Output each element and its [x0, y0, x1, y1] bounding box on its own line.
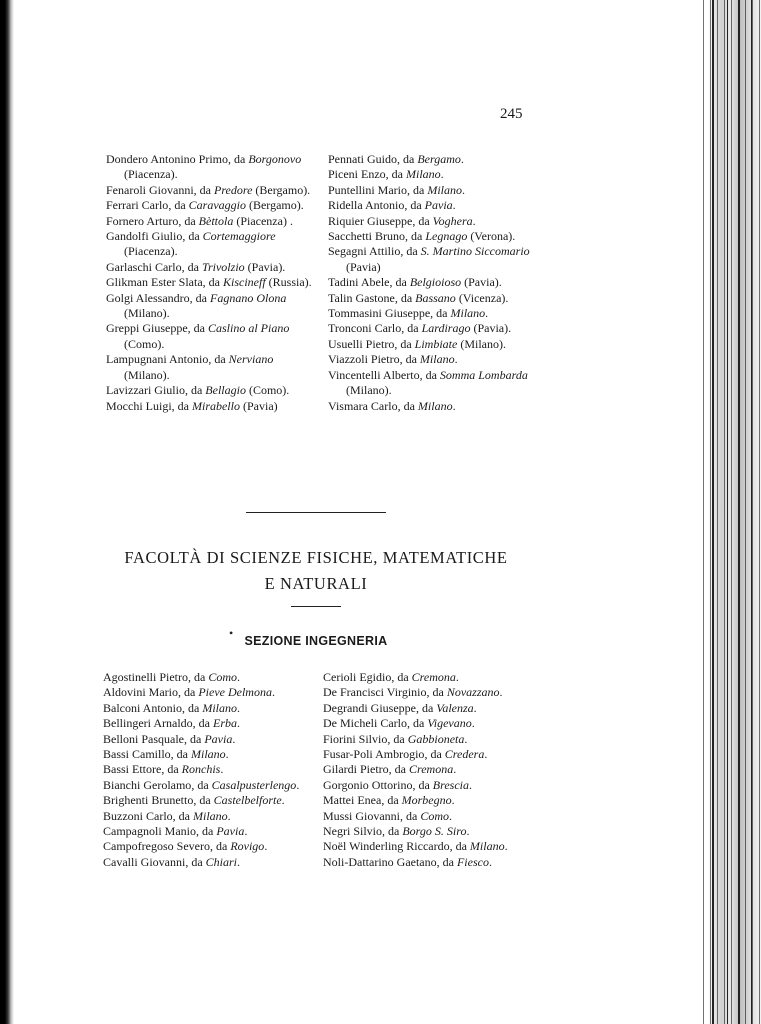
entry-name: De Francisci Virginio [323, 685, 427, 700]
entry-note: (Milano). [346, 383, 392, 398]
list-entry: Viazzoli Pietro, da Milano. [328, 352, 458, 367]
entry-connector: da [436, 306, 448, 321]
entry-connector: da [184, 685, 196, 700]
entry-note: . [484, 747, 488, 762]
entry-connector: da [397, 670, 409, 684]
list-entry: Lavizzari Giulio, da Bellagio (Como). [106, 383, 290, 398]
entry-name: Fiorini Silvio [323, 731, 388, 746]
entry-place: Cremona [411, 670, 456, 684]
entry-note: (Bergamo). [248, 198, 304, 213]
list-entry: Fenaroli Giovanni, da Predore (Bergamo). [106, 182, 311, 197]
list-entry: Tadini Abele, da Belgioioso (Pavia). [328, 275, 502, 290]
list-entry: Brighenti Brunetto, da Castelbelforte. [103, 793, 285, 808]
list-entry: Greppi Giuseppe, da Caslino al Piano (Como). [106, 321, 290, 351]
entry-place: Valenza [436, 700, 474, 715]
entry-connector: da [403, 152, 415, 166]
entry-note: . [225, 747, 229, 762]
list-entry: Fusar-Poli Ambrogio, da Credera. [323, 747, 488, 762]
entry-connector: da [388, 824, 400, 839]
entry-name: Brighenti Brunetto [103, 793, 194, 808]
list-entry: Dondero Antonino Primo, da Borgonovo (Piacenza). [106, 152, 302, 182]
entry-name: Belloni Pasquale [103, 731, 184, 746]
page-number: 245 [500, 106, 523, 122]
entry-name: Lavizzari Giulio [106, 383, 185, 398]
faculty-title [100, 545, 532, 597]
entry-place: Kiscineff [222, 275, 266, 290]
entry-name: Campofregoso Severo [103, 839, 210, 854]
entry-place: Caravaggio [188, 198, 246, 213]
entry-connector: da [406, 808, 418, 823]
entry-place: Caslino al Piano [207, 321, 290, 336]
entry-connector: da [432, 685, 444, 700]
entry-place: Chiari [205, 854, 237, 869]
entry-note: (Como). [124, 336, 165, 351]
entry-note: (Russia). [268, 275, 312, 290]
entry-connector: da [410, 229, 423, 244]
entry-connector: da [188, 700, 200, 715]
list-entry: Segagni Attilio, da S. Martino Siccomario (Pavia) [328, 244, 530, 274]
scan-left-edge [0, 0, 14, 1024]
entry-connector: da [177, 398, 189, 413]
entry-place: Pavia [424, 198, 453, 213]
entry-name: Tadini Abele [328, 275, 390, 290]
entry-place: Mirabello [191, 398, 240, 413]
entry-name: Negri Silvio [323, 824, 382, 839]
entry-connector: da [400, 290, 413, 305]
entry-name: Cerioli Egidio [323, 670, 392, 684]
upper-list-right [328, 152, 538, 414]
entry-place: S. Martino Siccomario [420, 244, 530, 259]
entry-name: Mattei Enea [323, 793, 382, 808]
entry-connector: da [178, 808, 190, 823]
list-entry: Vismara Carlo, da Milano. [328, 398, 456, 413]
entry-place: Milano [450, 306, 486, 321]
entry-note: (Como). [248, 383, 290, 398]
entry-note: . [472, 213, 476, 228]
entry-place: Pavia [204, 731, 233, 746]
list-entry: Lampugnani Antonio, da Nerviano (Milano). [106, 352, 274, 382]
entry-name: Fornero Arturo [106, 213, 179, 228]
list-entry: De Micheli Carlo, da Vigevano. [323, 716, 475, 731]
list-entry: Usuelli Pietro, da Limbiate (Milano). [328, 336, 506, 351]
entry-connector: da [176, 747, 188, 762]
list-entry: Fornero Arturo, da Bèttola (Piacenza) . [106, 213, 293, 228]
entry-note: . [227, 808, 231, 823]
list-entry: Puntellini Mario, da Milano. [328, 182, 465, 197]
list-entry: Gorgonio Ottorino, da Brescia. [323, 777, 472, 792]
upper-list-left [106, 152, 312, 414]
entry-note: (Pavia). [247, 259, 286, 274]
entry-place: Trivolzio [201, 259, 245, 274]
list-entry: Ferrari Carlo, da Caravaggio (Bergamo). [106, 198, 304, 213]
entry-connector: da [195, 290, 207, 305]
entry-note: (Verona). [470, 229, 516, 244]
list-entry: Agostinelli Pietro, da Como. [103, 670, 240, 684]
entry-name: Piceni Enzo [328, 167, 386, 182]
entry-name: Mocchi Luigi [106, 398, 172, 413]
ink-speck: • [229, 626, 234, 640]
entry-place: Borgo S. Siro [402, 824, 467, 839]
entry-place: Milano [419, 352, 455, 367]
list-entry: Negri Silvio, da Borgo S. Siro. [323, 824, 470, 839]
entry-place: Milano [427, 182, 462, 197]
entry-name: Greppi Giuseppe [106, 321, 188, 336]
entry-place: Lardirago [421, 321, 471, 336]
entry-name: Pennati Guido [328, 152, 397, 166]
entry-note: . [452, 198, 456, 213]
entry-place: Limbiate [414, 336, 458, 351]
entry-place: Castelbelforte [213, 793, 282, 808]
entry-connector: da [393, 731, 405, 746]
entry-connector: da [403, 398, 415, 413]
entry-note: (Vicenza). [458, 290, 509, 305]
list-entry: Mussi Giovanni, da Como. [323, 808, 453, 823]
entry-place: Como [208, 670, 237, 684]
entry-note: . [466, 824, 470, 839]
entry-place: Cremona [408, 762, 454, 777]
entry-connector: da [167, 762, 179, 777]
entry-note: (Pavia). [464, 275, 502, 290]
list-entry: Tronconi Carlo, da Lardirago (Pavia). [328, 321, 512, 336]
entry-name: Tronconi Carlo [328, 321, 402, 336]
entry-name: Agostinelli Pietro [103, 670, 188, 684]
entry-connector: da [234, 152, 246, 166]
entry-note: . [452, 398, 456, 413]
list-entry: Talin Gastone, da Bassano (Vicenza). [328, 290, 509, 305]
list-entry: Tommasini Giuseppe, da Milano. [328, 306, 489, 321]
entry-note: . [504, 839, 508, 854]
entry-name: Ridella Antonio [328, 198, 405, 213]
entry-place: Milano [469, 839, 505, 854]
list-entry: Cavalli Giovanni, da Chiari. [103, 854, 240, 869]
list-entry: Noli-Dattarino Gaetano, da Fiesco. [323, 854, 492, 869]
entry-connector: da [425, 367, 437, 382]
entry-name: Noël Winderling Riccardo [323, 839, 450, 854]
entry-connector: da [418, 777, 430, 792]
lower-list-left [103, 670, 305, 870]
entry-place: Nerviano [228, 352, 274, 367]
entry-place: Rovigo [230, 839, 265, 854]
entry-name: De Micheli Carlo [323, 716, 407, 731]
entry-place: Bergamo [417, 152, 461, 166]
entry-connector: da [412, 716, 425, 731]
entry-note: . [271, 685, 275, 700]
entry-note: . [473, 700, 477, 715]
entry-note: . [232, 731, 236, 746]
entry-name: Bassi Camillo [103, 747, 171, 762]
entry-name: Ferrari Carlo [106, 198, 169, 213]
entry-place: Milano [192, 808, 228, 823]
entry-connector: da [394, 762, 406, 777]
entry-name: Gilardi Pietro [323, 762, 389, 777]
entry-connector: da [202, 824, 214, 839]
entry-note: . [281, 793, 285, 808]
entry-name: Lampugnani Antonio [106, 352, 209, 367]
entry-note: (Pavia) [346, 259, 381, 274]
entry-connector: da [387, 793, 399, 808]
list-entry: Bassi Camillo, da Milano. [103, 747, 229, 762]
entry-connector: da [407, 321, 419, 336]
entry-note: . [220, 762, 224, 777]
entry-place: Milano [405, 167, 441, 182]
entry-name: Buzzoni Carlo [103, 808, 173, 823]
list-entry: Pennati Guido, da Bergamo. [328, 152, 464, 166]
list-entry: Fiorini Silvio, da Gabbioneta. [323, 731, 468, 746]
entry-connector: da [187, 259, 199, 274]
entry-place: Bèttola [198, 213, 234, 228]
entry-note: (Pavia) [242, 398, 278, 413]
faculty-title-line-2: E NATURALI [264, 574, 368, 593]
entry-note: (Bergamo). [255, 182, 311, 197]
entry-connector: da [198, 716, 210, 731]
entry-note: . [237, 854, 240, 869]
entry-name: Bellingeri Arnaldo [103, 716, 193, 731]
list-entry: Mocchi Luigi, da Mirabello (Pavia) [106, 398, 278, 413]
entry-note: . [462, 182, 465, 197]
list-entry: Cerioli Egidio, da Cremona. [323, 670, 459, 684]
entry-note: (Milano). [124, 367, 170, 382]
entry-connector: da [214, 352, 226, 367]
entry-place: Cortemaggiore [202, 229, 276, 244]
entry-connector: da [455, 839, 467, 854]
section-title: SEZIONE INGEGNERIA [244, 634, 388, 648]
entry-name: Viazzoli Pietro [328, 352, 400, 367]
entry-note: . [485, 306, 489, 321]
list-entry: Garlaschi Carlo, da Trivolzio (Pavia). [106, 259, 286, 274]
entry-note: . [237, 700, 240, 715]
entry-note: (Piacenza). [124, 167, 178, 182]
divider-rule [246, 512, 386, 513]
list-entry: Noël Winderling Riccardo, da Milano. [323, 839, 508, 854]
entry-name: Usuelli Pietro [328, 336, 395, 351]
entry-name: Vismara Carlo [328, 398, 398, 413]
entry-connector: da [208, 275, 220, 290]
entry-name: Aldovini Mario [103, 685, 178, 700]
entry-place: Vigevano [427, 716, 472, 731]
list-entry: Balconi Antonio, da Milano. [103, 700, 240, 715]
entry-name: Glikman Ester Slata [106, 275, 203, 290]
entry-connector: da [199, 793, 211, 808]
entry-note: (Piacenza). [124, 244, 178, 259]
entry-place: Ronchis [181, 762, 221, 777]
entry-connector: da [197, 777, 209, 792]
entry-note: . [488, 854, 492, 869]
list-entry: Mattei Enea, da Morbegno. [323, 793, 455, 808]
entry-note: . [264, 839, 268, 854]
list-entry: De Francisci Virginio, da Novazzano. [323, 685, 503, 700]
entry-connector: da [188, 229, 200, 244]
list-entry: Buzzoni Carlo, da Milano. [103, 808, 231, 823]
entry-name: Campagnoli Manio [103, 824, 196, 839]
entry-name: Riquier Giuseppe [328, 213, 413, 228]
faculty-title-line-1: FACOLTÀ DI SCIENZE FISICHE, MATEMATICHE [124, 548, 508, 567]
entry-connector: da [190, 383, 203, 398]
entry-note: . [464, 731, 468, 746]
entry-place: Predore [213, 182, 253, 197]
entry-place: Belgioioso [409, 275, 462, 290]
entry-name: Cavalli Giovanni [103, 854, 186, 869]
entry-connector: da [193, 321, 205, 336]
entry-place: Pieve Delmona [198, 685, 272, 700]
entry-place: Brescia [432, 777, 469, 792]
list-entry: Bellingeri Arnaldo, da Erba. [103, 716, 240, 731]
entry-name: Fusar-Poli Ambrogio [323, 747, 425, 762]
list-entry: Golgi Alessandro, da Fagnano Olona (Milano). [106, 290, 287, 321]
list-entry: Degrandi Giuseppe, da Valenza. [323, 700, 477, 715]
title-underline [291, 606, 341, 607]
entry-place: Milano [417, 398, 453, 413]
entry-connector: da [190, 731, 202, 746]
entry-note: . [460, 152, 464, 166]
entry-connector: da [395, 275, 407, 290]
entry-connector: da [418, 213, 430, 228]
entry-name: Bassi Ettore [103, 762, 162, 777]
entry-connector: da [406, 244, 418, 259]
entry-connector: da [405, 352, 417, 367]
entry-connector: da [191, 854, 203, 869]
list-entry: Glikman Ester Slata, da Kiscineff (Russia). [106, 275, 312, 290]
entry-note: . [455, 670, 459, 684]
list-entry: Belloni Pasquale, da Pavia. [103, 731, 236, 746]
list-entry: Campofregoso Severo, da Rovigo. [103, 839, 268, 854]
entry-note: . [471, 716, 475, 731]
list-entry: Piceni Enzo, da Milano. [328, 167, 444, 182]
entry-note: (Milano). [124, 306, 170, 321]
list-entry: Campagnoli Manio, da Pavia. [103, 824, 248, 839]
list-entry: Gandolfi Giulio, da Cortemaggiore (Piacenza). [106, 229, 276, 259]
list-entry: Bianchi Gerolamo, da Casalpusterlengo. [103, 777, 300, 792]
entry-connector: da [400, 336, 412, 351]
list-entry: Sacchetti Bruno, da Legnago (Verona). [328, 229, 516, 244]
entry-name: Sacchetti Bruno [328, 229, 405, 244]
list-entry: Riquier Giuseppe, da Voghera. [328, 213, 476, 228]
entry-note: (Milano). [460, 336, 506, 351]
entry-place: Somma Lombarda [439, 367, 528, 382]
entry-connector: da [184, 213, 196, 228]
entry-connector: da [194, 670, 206, 684]
entry-place: Credera [444, 747, 485, 762]
entry-note: . [469, 777, 472, 792]
entry-note: . [236, 716, 240, 731]
entry-name: Puntellini Mario [328, 182, 407, 197]
entry-name: Fenaroli Giovanni [106, 182, 194, 197]
entry-connector: da [174, 198, 186, 213]
entry-name: Tommasini Giuseppe [328, 306, 431, 321]
entry-note: (Piacenza) . [236, 213, 293, 228]
list-entry: Ridella Antonio, da Pavia. [328, 198, 456, 213]
entry-name: Vincentelli Alberto [328, 367, 420, 382]
entry-note: . [244, 824, 248, 839]
entry-note: (Pavia). [473, 321, 512, 336]
entry-place: Legnago [425, 229, 468, 244]
entry-note: . [237, 670, 240, 684]
entry-name: Garlaschi Carlo [106, 259, 182, 274]
entry-note: . [440, 167, 444, 182]
entry-name: Gorgonio Ottorino [323, 777, 413, 792]
entry-name: Dondero Antonino Primo [106, 152, 228, 166]
entry-connector: da [199, 182, 211, 197]
entry-place: Milano [202, 700, 237, 715]
entry-name: Segagni Attilio [328, 244, 401, 259]
entry-note: . [296, 777, 300, 792]
entry-name: Talin Gastone [328, 290, 395, 305]
entry-connector: da [215, 839, 228, 854]
entry-note: . [499, 685, 503, 700]
list-entry: Aldovini Mario, da Pieve Delmona. [103, 685, 275, 700]
book-binding-edge [700, 0, 761, 1024]
entry-place: Fiesco [456, 854, 489, 869]
entry-name: Noli-Dattarino Gaetano [323, 854, 437, 869]
entry-place: Bassano [415, 290, 456, 305]
entry-name: Balconi Antonio [103, 700, 182, 715]
entry-connector: da [391, 167, 403, 182]
entry-connector: da [421, 700, 434, 715]
entry-place: Fagnano Olona [210, 290, 287, 305]
entry-place: Erba [212, 716, 237, 731]
entry-connector: da [430, 747, 442, 762]
entry-note: . [451, 793, 455, 808]
list-entry: Vincentelli Alberto, da Somma Lombarda (Milano). [328, 367, 528, 398]
entry-note: . [453, 762, 457, 777]
entry-place: Milano [191, 747, 226, 762]
entry-place: Gabbioneta [407, 731, 465, 746]
list-entry: Bassi Ettore, da Ronchis. [103, 762, 224, 777]
entry-place: Morbegno [401, 793, 452, 808]
entry-name: Degrandi Giuseppe [323, 700, 416, 715]
entry-place: Novazzano [446, 685, 500, 700]
list-entry: Gilardi Pietro, da Cremona. [323, 762, 457, 777]
entry-name: Mussi Giovanni [323, 808, 401, 823]
entry-place: Bellagio [205, 383, 246, 398]
entry-note: . [449, 808, 453, 823]
entry-place: Voghera [432, 213, 473, 228]
entry-name: Gandolfi Giulio [106, 229, 183, 244]
entry-place: Casalpusterlengo [211, 777, 297, 792]
entry-connector: da [442, 854, 454, 869]
lower-list-right [323, 670, 535, 870]
entry-note: . [454, 352, 458, 367]
entry-connector: da [410, 198, 422, 213]
entry-name: Golgi Alessandro [106, 290, 190, 305]
entry-place: Como [420, 808, 450, 823]
entry-connector: da [413, 182, 425, 197]
entry-place: Pavia [216, 824, 245, 839]
entry-name: Bianchi Gerolamo [103, 777, 192, 792]
entry-place: Borgonovo [248, 152, 302, 166]
